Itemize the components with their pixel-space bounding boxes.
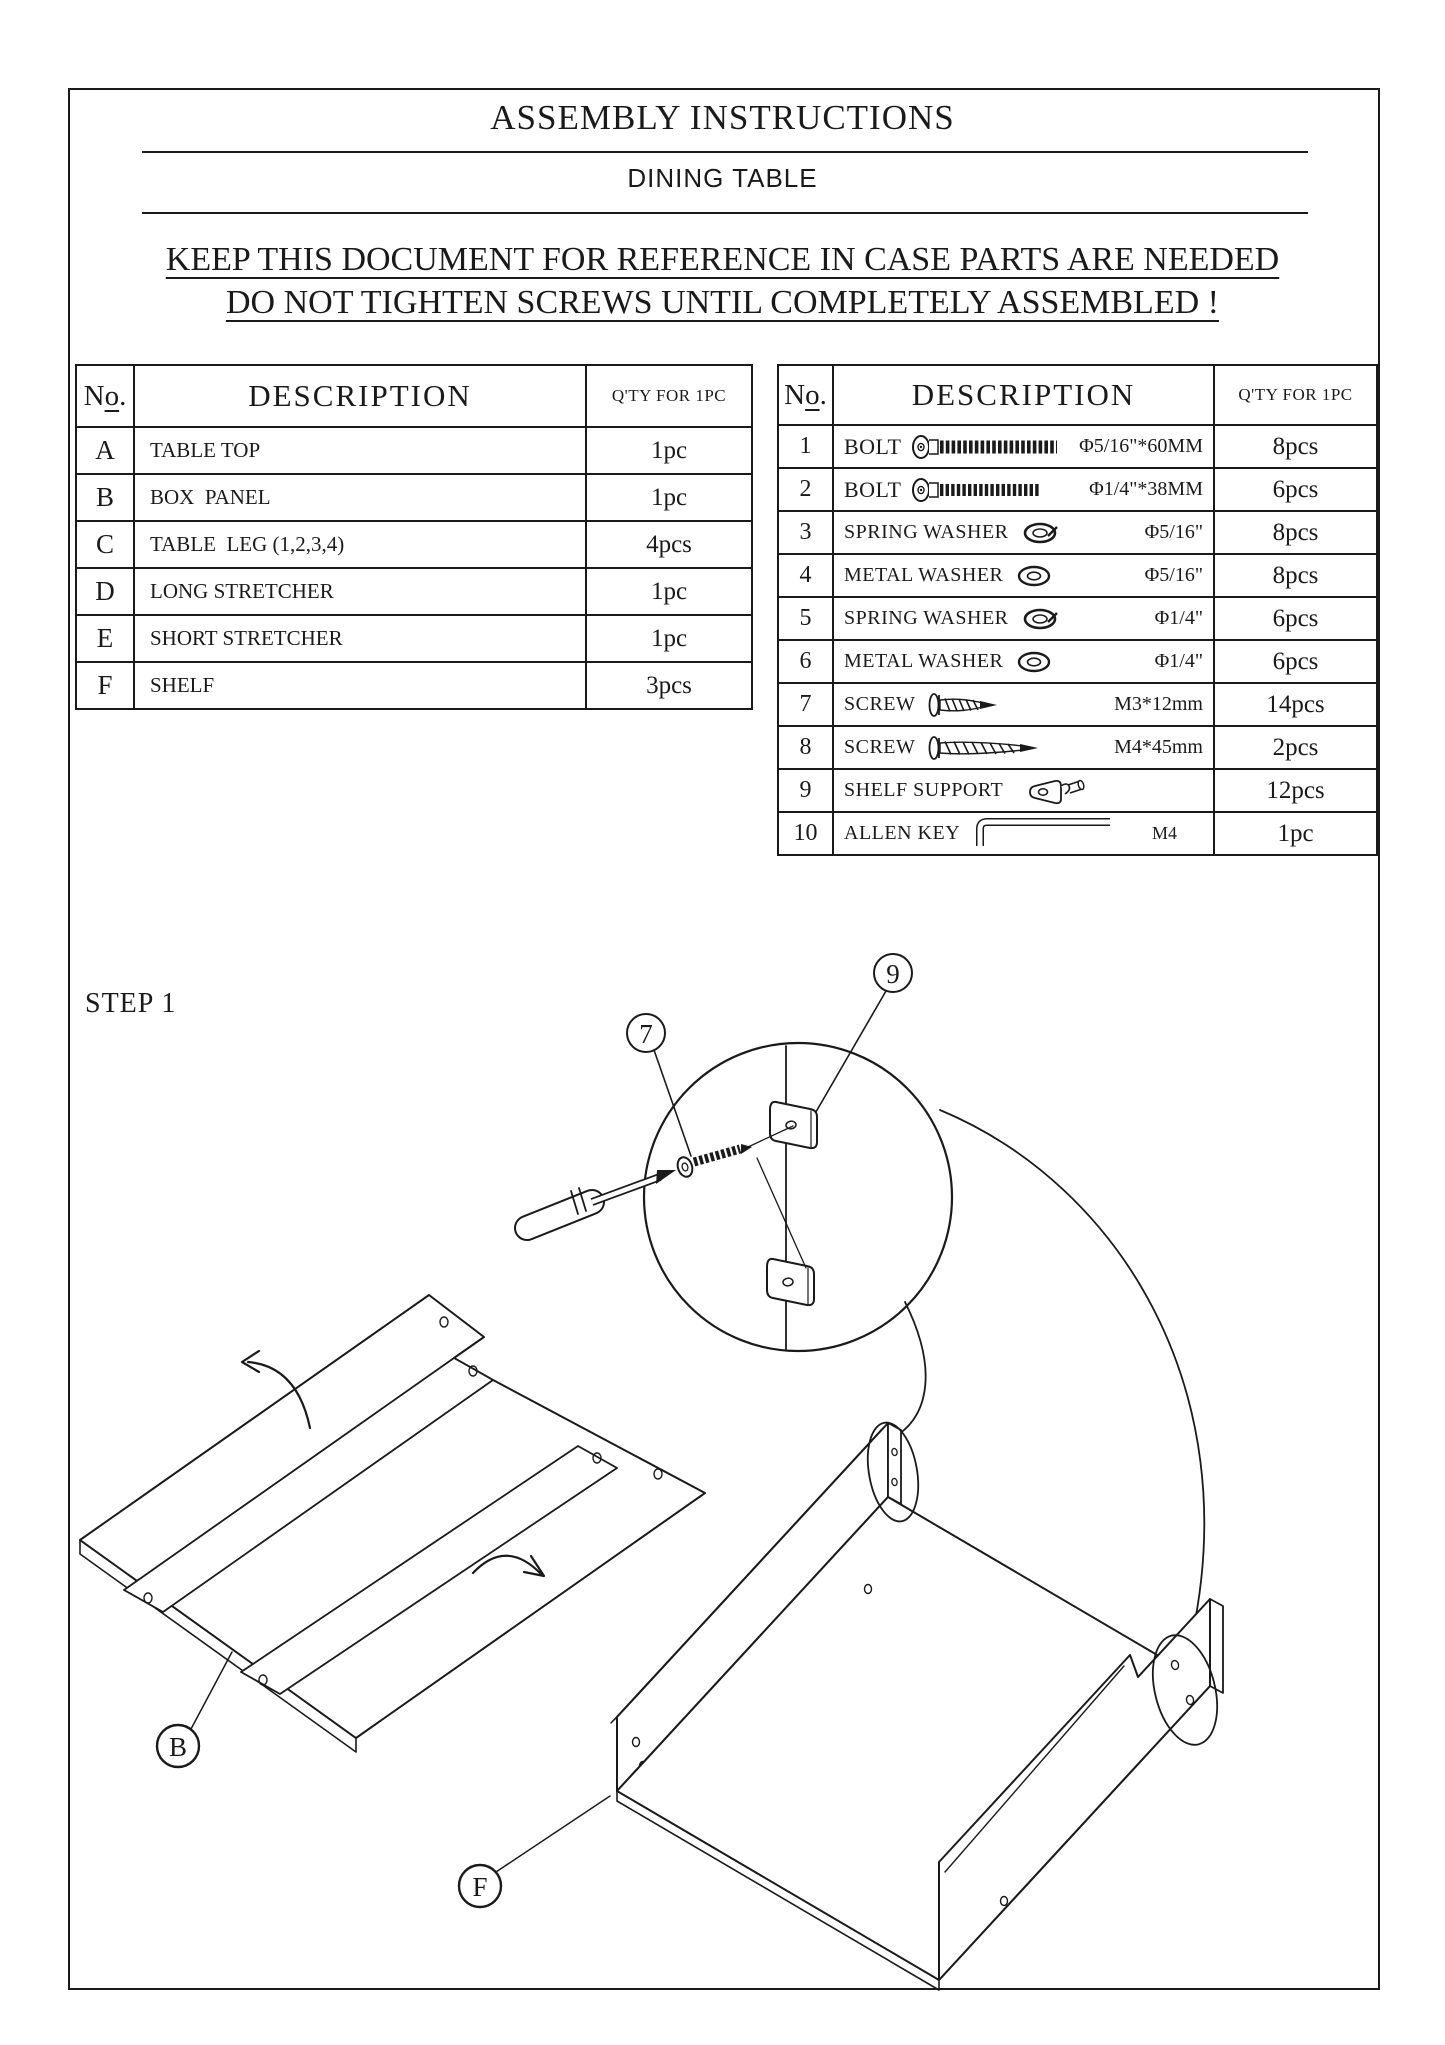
- hardware-size: Φ5/16": [1144, 564, 1203, 586]
- part-description: TABLE LEG (1,2,3,4): [134, 521, 586, 568]
- part-qty: 1pc: [586, 615, 752, 662]
- hardware-name: BOLT: [844, 476, 902, 502]
- hardware-qty: 8pcs: [1214, 511, 1377, 554]
- hardware-qty: 8pcs: [1214, 554, 1377, 597]
- product-subtitle: DINING TABLE: [627, 163, 818, 193]
- hardware-name: METAL WASHER: [844, 564, 1004, 586]
- hardware-size: M3*12mm: [1114, 693, 1203, 715]
- callout-number: 9: [886, 959, 900, 989]
- hardware-no: 7: [778, 683, 833, 726]
- box-panel-drawing: [80, 1295, 705, 1752]
- part-description: LONG STRETCHER: [134, 568, 586, 615]
- shelf-box-drawing: [611, 1419, 1228, 1990]
- part-qty: 3pcs: [586, 662, 752, 709]
- hardware-no: 9: [778, 769, 833, 812]
- part-no: D: [76, 568, 134, 615]
- hardware-qty: 1pc: [1214, 812, 1377, 855]
- hardware-name: METAL WASHER: [844, 650, 1004, 672]
- hardware-size: Φ5/16": [1144, 521, 1203, 543]
- part-letter: F: [472, 1872, 488, 1902]
- hardware-no: 3: [778, 511, 833, 554]
- label-box-panel: [157, 1652, 232, 1767]
- hardware-no: 1: [778, 425, 833, 468]
- part-no: C: [76, 521, 134, 568]
- callout-screw: [627, 1014, 691, 1156]
- part-qty: 1pc: [586, 427, 752, 474]
- step-label: STEP 1: [85, 988, 177, 1019]
- hardware-size: Φ1/4": [1154, 650, 1203, 672]
- part-no: A: [76, 427, 134, 474]
- part-no: E: [76, 615, 134, 662]
- hardware-no: 5: [778, 597, 833, 640]
- hardware-no: 8: [778, 726, 833, 769]
- part-description: SHORT STRETCHER: [134, 615, 586, 662]
- hardware-name: SPRING WASHER: [844, 521, 1009, 543]
- hardware-name: SCREW: [844, 736, 916, 758]
- hardware-qty: 6pcs: [1214, 468, 1377, 511]
- callout-number: 7: [639, 1019, 653, 1049]
- hardware-size: Φ5/16"*60MM: [1079, 435, 1203, 457]
- callout-shelf-support: [813, 954, 912, 1117]
- hardware-name: BOLT: [844, 433, 902, 459]
- hardware-no: 4: [778, 554, 833, 597]
- part-letter: B: [168, 1732, 188, 1762]
- shelf-support-lower: [767, 1259, 814, 1305]
- hardware-qty: 14pcs: [1214, 683, 1377, 726]
- part-description: BOX PANEL: [134, 474, 586, 521]
- hardware-name: SHELF SUPPORT: [844, 779, 1004, 801]
- hardware-size: M4: [1151, 823, 1177, 843]
- detail-circle: [527, 1043, 952, 1351]
- hardware-qty: 8pcs: [1214, 425, 1377, 468]
- part-description: SHELF: [134, 662, 586, 709]
- part-qty: 4pcs: [586, 521, 752, 568]
- warning-line-2: DO NOT TIGHTEN SCREWS UNTIL COMPLETELY ASSEMBLED !: [226, 284, 1219, 321]
- warning-line-1: KEEP THIS DOCUMENT FOR REFERENCE IN CASE PARTS ARE NEEDED: [165, 241, 1280, 278]
- label-shelf: [459, 1796, 610, 1907]
- hardware-qty: 6pcs: [1214, 597, 1377, 640]
- hardware-no: 6: [778, 640, 833, 683]
- shelf-support-upper: [770, 1102, 817, 1148]
- hardware-qty: 6pcs: [1214, 640, 1377, 683]
- part-qty: 1pc: [586, 474, 752, 521]
- hardware-size: Φ1/4"*38MM: [1089, 478, 1203, 500]
- parts-header-no: No.: [76, 365, 134, 427]
- parts-header-qty: Q'TY FOR 1PC: [586, 365, 752, 427]
- hardware-no: 2: [778, 468, 833, 511]
- hardware-size: M4*45mm: [1114, 736, 1203, 758]
- screw: [675, 1144, 752, 1179]
- part-no: B: [76, 474, 134, 521]
- hardware-qty: 12pcs: [1214, 769, 1377, 812]
- screwdriver: [527, 1170, 676, 1228]
- hardware-qty: 2pcs: [1214, 726, 1377, 769]
- hardware-name: SCREW: [844, 693, 916, 715]
- part-description: TABLE TOP: [134, 427, 586, 474]
- hardware-no: 10: [778, 812, 833, 855]
- hardware-name: ALLEN KEY: [844, 822, 961, 844]
- hardware-header-description: DESCRIPTION: [833, 365, 1214, 425]
- part-no: F: [76, 662, 134, 709]
- hardware-size: Φ1/4": [1154, 607, 1203, 629]
- part-qty: 1pc: [586, 568, 752, 615]
- hardware-header-no: No.: [778, 365, 833, 425]
- hardware-header-qty: Q'TY FOR 1PC: [1214, 365, 1377, 425]
- parts-header-description: DESCRIPTION: [134, 365, 586, 427]
- hardware-name: SPRING WASHER: [844, 607, 1009, 629]
- page-title: ASSEMBLY INSTRUCTIONS: [490, 98, 955, 137]
